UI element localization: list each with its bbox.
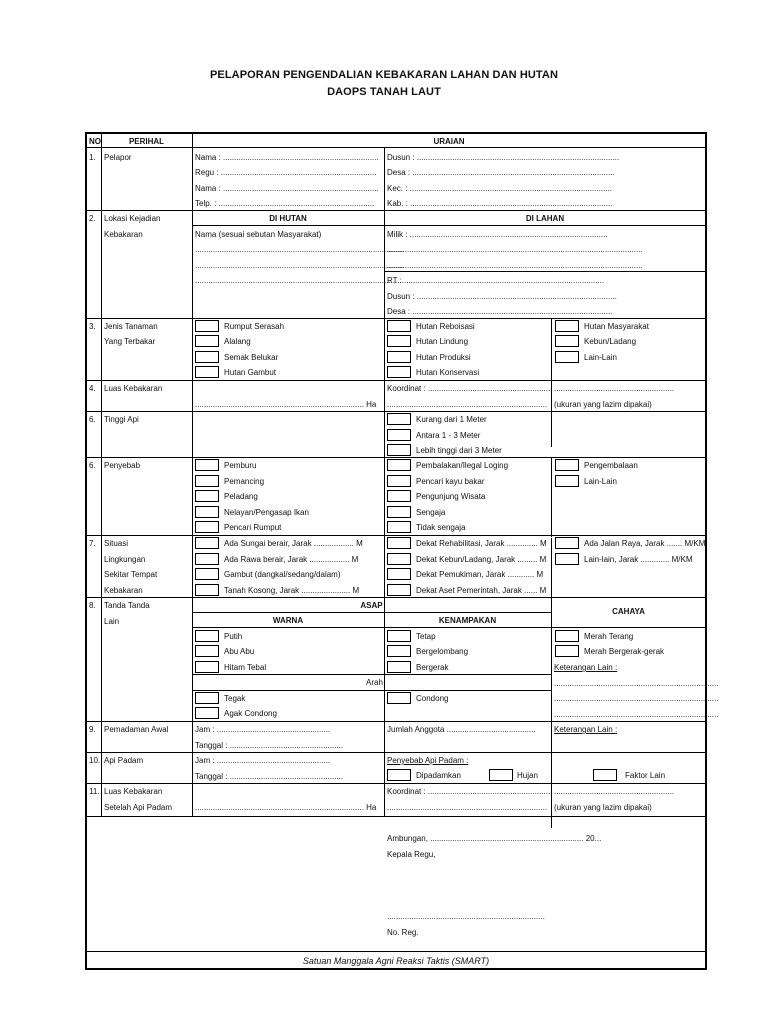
nama-label: Nama (sesuai sebutan Masyarakat) xyxy=(195,230,322,239)
divider xyxy=(86,535,706,536)
option-label: Semak Belukar xyxy=(224,353,279,362)
option-label: Dekat Aset Pemerintah, Jarak ...... M xyxy=(416,586,547,595)
checkbox[interactable] xyxy=(387,335,411,347)
row-label: Tanda Tanda xyxy=(104,601,150,610)
checkbox[interactable] xyxy=(195,645,219,657)
option-label: Hutan Reboisasi xyxy=(416,322,475,331)
row-label: Tinggi Api xyxy=(104,415,139,424)
row-number: 7. xyxy=(89,539,96,548)
koordinat-field[interactable]: ...................................................... xyxy=(554,787,675,796)
divider xyxy=(552,627,706,628)
option-label: Pengembalaan xyxy=(584,461,638,470)
checkbox[interactable] xyxy=(387,444,411,456)
option-label: Lain-Lain xyxy=(584,477,617,486)
row-label: Kebakaran xyxy=(104,586,143,595)
checkbox[interactable] xyxy=(387,490,411,502)
checkbox[interactable] xyxy=(195,490,219,502)
option-label: Pemburu xyxy=(224,461,257,470)
checkbox[interactable] xyxy=(387,630,411,642)
col-no: NO xyxy=(89,137,101,146)
checkbox[interactable] xyxy=(387,692,411,704)
row-label: Luas Kebakaran xyxy=(104,787,163,796)
row-number: 2. xyxy=(89,214,96,223)
divider xyxy=(193,674,552,675)
signature-role: Kepala Regu, xyxy=(387,850,436,859)
row-label: Pemadaman Awal xyxy=(104,725,169,734)
tanggal-field[interactable]: Tanggal : ................................................... xyxy=(195,741,344,750)
checkbox[interactable] xyxy=(387,506,411,518)
checkbox[interactable] xyxy=(387,366,411,378)
keterangan-label: Keterangan Lain : xyxy=(554,663,618,672)
row-number: 4. xyxy=(89,384,96,393)
hutan-field[interactable]: .............................................................................................. xyxy=(195,245,404,254)
di-hutan-header: DI HUTAN xyxy=(269,214,307,223)
checkbox[interactable] xyxy=(387,584,411,596)
koordinat-field[interactable]: Koordinat : ....................................................... xyxy=(387,384,551,393)
option-label: Pemancing xyxy=(224,477,265,486)
form-frame xyxy=(85,132,707,970)
option-label: Kurang dari 1 Meter xyxy=(416,415,487,424)
checkbox[interactable] xyxy=(195,661,219,673)
option-label: Hitam Tebal xyxy=(224,663,267,672)
signature-place-date[interactable]: Ambungan, ..................................................................... 20... xyxy=(387,834,602,843)
row-label: Jenis Tanaman xyxy=(104,322,158,331)
row-number: 6. xyxy=(89,415,96,424)
divider xyxy=(86,816,706,817)
checkbox[interactable] xyxy=(387,351,411,363)
row-label: Pelapor xyxy=(104,153,132,162)
option-label: Tanah Kosong, Jarak ...................... M xyxy=(224,586,360,595)
checkbox[interactable] xyxy=(195,335,219,347)
ukuran-note: (ukuran yang lazim dipakai) xyxy=(554,400,652,409)
option-label: Agak Condong xyxy=(224,709,277,718)
option-label: Nelayan/Pengasap Ikan xyxy=(224,508,309,517)
koordinat-field[interactable]: ........................................................................ xyxy=(387,400,548,409)
pelapor-regu-field[interactable]: Regu : ...................................................................... xyxy=(195,168,377,177)
checkbox[interactable] xyxy=(387,320,411,332)
checkbox[interactable] xyxy=(387,521,411,533)
col-uraian: URAIAN xyxy=(433,137,465,146)
checkbox[interactable] xyxy=(555,459,579,471)
keterangan-field[interactable]: .......................................................................... xyxy=(554,679,719,688)
milik-field[interactable]: Milik : ......................................................................................... xyxy=(387,230,608,239)
option-label: Pencari Rumput xyxy=(224,523,282,532)
row-label: Api Padam xyxy=(104,756,144,765)
divider xyxy=(86,380,706,381)
checkbox[interactable] xyxy=(387,475,411,487)
kab-field[interactable]: Kab. : ........................................................................................... xyxy=(387,199,613,208)
row-number: 10. xyxy=(89,756,101,765)
option-label: Pencari kayu bakar xyxy=(416,477,485,486)
cahaya-header: CAHAYA xyxy=(612,607,645,616)
divider xyxy=(551,318,552,447)
jumlah-anggota-field[interactable]: Jumlah Anggota ........................................ xyxy=(387,725,536,734)
ukuran-note: (ukuran yang lazim dipakai) xyxy=(554,803,652,812)
checkbox[interactable] xyxy=(195,459,219,471)
option-label: Bergerak xyxy=(416,663,449,672)
option-label: Putih xyxy=(224,632,243,641)
checkbox[interactable] xyxy=(387,537,411,549)
tanggal-field[interactable]: Tanggal : ................................................... xyxy=(195,772,344,781)
option-label: Merah Terang xyxy=(584,632,634,641)
option-label: Abu Abu xyxy=(224,647,255,656)
divider xyxy=(101,133,102,817)
checkbox[interactable] xyxy=(195,568,219,580)
row-number: 6. xyxy=(89,461,96,470)
checkbox[interactable] xyxy=(195,692,219,704)
signature-line[interactable]: ....................................................................... xyxy=(387,912,545,921)
checkbox[interactable] xyxy=(195,553,219,565)
option-label: Kebun/Ladang xyxy=(584,337,637,346)
checkbox[interactable] xyxy=(195,707,219,719)
koordinat-field[interactable]: Koordinat : ....................................................... xyxy=(387,787,551,796)
divider xyxy=(193,690,552,691)
checkbox[interactable] xyxy=(555,351,579,363)
row-number: 9. xyxy=(89,725,96,734)
option-label: Lain-Lain xyxy=(584,353,617,362)
dusun-field[interactable]: Dusun : .......................................................................................... xyxy=(387,292,617,301)
option-label: Ada Jalan Raya, Jarak ....... M/KM xyxy=(584,539,706,548)
lahan-field[interactable]: ................................................................................................................... xyxy=(387,245,643,254)
divider xyxy=(193,225,706,226)
pelapor-nama-field[interactable]: Nama : ...................................................................... xyxy=(195,153,379,162)
checkbox[interactable] xyxy=(195,366,219,378)
jam-field[interactable]: Jam : ................................................... xyxy=(195,756,331,765)
checkbox[interactable] xyxy=(555,645,579,657)
checkbox[interactable] xyxy=(555,475,579,487)
row-number: 1. xyxy=(89,153,96,162)
form-title: PELAPORAN PENGENDALIAN KEBAKARAN LAHAN DAN HUTAN xyxy=(209,69,559,81)
checkbox[interactable] xyxy=(555,537,579,549)
checkbox[interactable] xyxy=(195,521,219,533)
kec-field[interactable]: Kec. : ........................................................................................... xyxy=(387,184,612,193)
option-label: Hutan Konservasi xyxy=(416,368,480,377)
row-label: Lain xyxy=(104,617,120,626)
divider xyxy=(193,612,552,613)
divider xyxy=(86,752,706,753)
hutan-field[interactable]: .............................................................................................. xyxy=(195,261,404,270)
checkbox[interactable] xyxy=(387,413,411,425)
divider xyxy=(86,147,706,148)
option-label: Dekat Rehabilitasi, Jarak .............. M xyxy=(416,539,547,548)
row-label: Situasi xyxy=(104,539,129,548)
option-label: Hujan xyxy=(517,771,538,780)
divider xyxy=(551,457,552,537)
checkbox[interactable] xyxy=(387,553,411,565)
divider xyxy=(192,133,193,817)
row-label: Kebakaran xyxy=(104,230,143,239)
penyebab-label: Penyebab Api Padam : xyxy=(387,756,469,765)
option-label: Alalang xyxy=(224,337,251,346)
option-label: Hutan Produksi xyxy=(416,353,471,362)
divider xyxy=(86,783,706,784)
signature-reg: No. Reg. xyxy=(387,928,419,937)
option-label: Antara 1 - 3 Meter xyxy=(416,431,481,440)
koordinat-field[interactable]: ........................................................................ xyxy=(387,803,548,812)
option-label: Hutan Lindung xyxy=(416,337,469,346)
option-label: Merah Bergerak-gerak xyxy=(584,647,665,656)
option-label: Dekat Pemukiman, Jarak ............ M xyxy=(416,570,544,579)
form-subtitle: DAOPS TANAH LAUT xyxy=(327,86,441,98)
jam-field[interactable]: Jam : ................................................... xyxy=(195,725,331,734)
lahan-field[interactable]: ................................................................................................................... xyxy=(387,261,643,270)
row-number: 3. xyxy=(89,322,96,331)
dusun-field[interactable]: Dusun : ........................................................................................... xyxy=(387,153,620,162)
option-label: Tetap xyxy=(416,632,436,641)
desa-field[interactable]: Desa : .......................................................................................... xyxy=(387,307,613,316)
row-label: Luas Kebakaran xyxy=(104,384,163,393)
option-label: Pembalakan/Ilegal Loging xyxy=(416,461,509,470)
checkbox[interactable] xyxy=(195,537,219,549)
footer-text: Satuan Manggala Agni Reaksi Taktis (SMART) xyxy=(302,956,490,966)
option-label: Pengunjung Wisata xyxy=(416,492,486,501)
divider xyxy=(86,210,706,211)
checkbox[interactable] xyxy=(555,630,579,642)
checkbox[interactable] xyxy=(195,320,219,332)
divider xyxy=(551,538,552,828)
checkbox[interactable] xyxy=(555,320,579,332)
row-label: Penyebab xyxy=(104,461,141,470)
kenampakan-header: KENAMPAKAN xyxy=(438,616,497,625)
checkbox[interactable] xyxy=(195,584,219,596)
divider xyxy=(385,271,706,272)
divider xyxy=(86,597,706,598)
hutan-field[interactable]: .............................................................................................. xyxy=(195,276,404,285)
row-label: Setelah Api Padam xyxy=(104,803,173,812)
option-label: Peladang xyxy=(224,492,258,501)
divider xyxy=(86,721,706,722)
col-perihal: PERIHAL xyxy=(128,137,165,146)
row-label: Yang Terbakar xyxy=(104,337,156,346)
divider xyxy=(193,627,552,628)
row-number: 11. xyxy=(89,787,100,796)
asap-header: ASAP xyxy=(360,601,383,610)
option-label: Faktor Lain xyxy=(625,771,666,780)
option-label: Tegak xyxy=(224,694,246,703)
warna-header: WARNA xyxy=(272,616,304,625)
option-label: Lebih tinggi dari 3 Meter xyxy=(416,446,502,455)
row-label: Lokasi Kejadian xyxy=(104,214,161,223)
pelapor-nama2-field[interactable]: Nama : ...................................................................... xyxy=(195,184,379,193)
row-label: Sekitar Tempat xyxy=(104,570,158,579)
keterangan-label: Keterangan Lain : xyxy=(554,725,618,734)
checkbox[interactable] xyxy=(195,630,219,642)
keterangan-field[interactable]: .......................................................................... xyxy=(554,694,719,703)
option-label: Rumput Serasah xyxy=(224,322,285,331)
rt-field[interactable]: RT : .......................................................................................... xyxy=(387,276,605,285)
desa-field[interactable]: Desa : ........................................................................................... xyxy=(387,168,615,177)
option-label: Tidak sengaja xyxy=(416,523,466,532)
checkbox[interactable] xyxy=(387,645,411,657)
option-label: Ada Sungai berair, Jarak .................. M xyxy=(224,539,363,548)
option-label: Lain-lain, Jarak ............. M/KM xyxy=(584,555,693,564)
checkbox[interactable] xyxy=(387,568,411,580)
arah-label: Arah xyxy=(366,678,383,687)
divider xyxy=(86,951,706,952)
luas-field[interactable]: ............................................................................ Ha xyxy=(195,803,377,812)
checkbox[interactable] xyxy=(195,475,219,487)
option-label: Ada Rawa berair, Jarak .................. M xyxy=(224,555,359,564)
option-label: Hutan Masyarakat xyxy=(584,322,649,331)
di-lahan-header: DI LAHAN xyxy=(525,214,565,223)
row-label: Lingkungan xyxy=(104,555,146,564)
checkbox[interactable] xyxy=(387,769,411,781)
row-number: 8. xyxy=(89,601,96,610)
checkbox[interactable] xyxy=(195,351,219,363)
option-label: Dipadamkan xyxy=(416,771,461,780)
option-label: Gambut (dangkal/sedang/dalam) xyxy=(224,570,341,579)
checkbox[interactable] xyxy=(593,769,617,781)
option-label: Dekat Kebun/Ladang, Jarak ......... M xyxy=(416,555,547,564)
option-label: Sengaja xyxy=(416,508,446,517)
checkbox[interactable] xyxy=(489,769,513,781)
checkbox[interactable] xyxy=(195,506,219,518)
checkbox[interactable] xyxy=(555,335,579,347)
pelapor-telp-field[interactable]: Telp. : ...................................................................... xyxy=(195,199,375,208)
luas-field[interactable]: ............................................................................ Ha xyxy=(195,400,377,409)
option-label: Hutan Gambut xyxy=(224,368,277,377)
checkbox[interactable] xyxy=(555,553,579,565)
koordinat-field[interactable]: ...................................................... xyxy=(554,384,675,393)
checkbox[interactable] xyxy=(387,459,411,471)
checkbox[interactable] xyxy=(387,429,411,441)
divider xyxy=(86,411,706,412)
option-label: Bergelombang xyxy=(416,647,469,656)
keterangan-field[interactable]: .......................................................................... xyxy=(554,710,719,719)
divider xyxy=(86,457,706,458)
option-label: Condong xyxy=(416,694,449,703)
divider xyxy=(86,318,706,319)
checkbox[interactable] xyxy=(387,661,411,673)
